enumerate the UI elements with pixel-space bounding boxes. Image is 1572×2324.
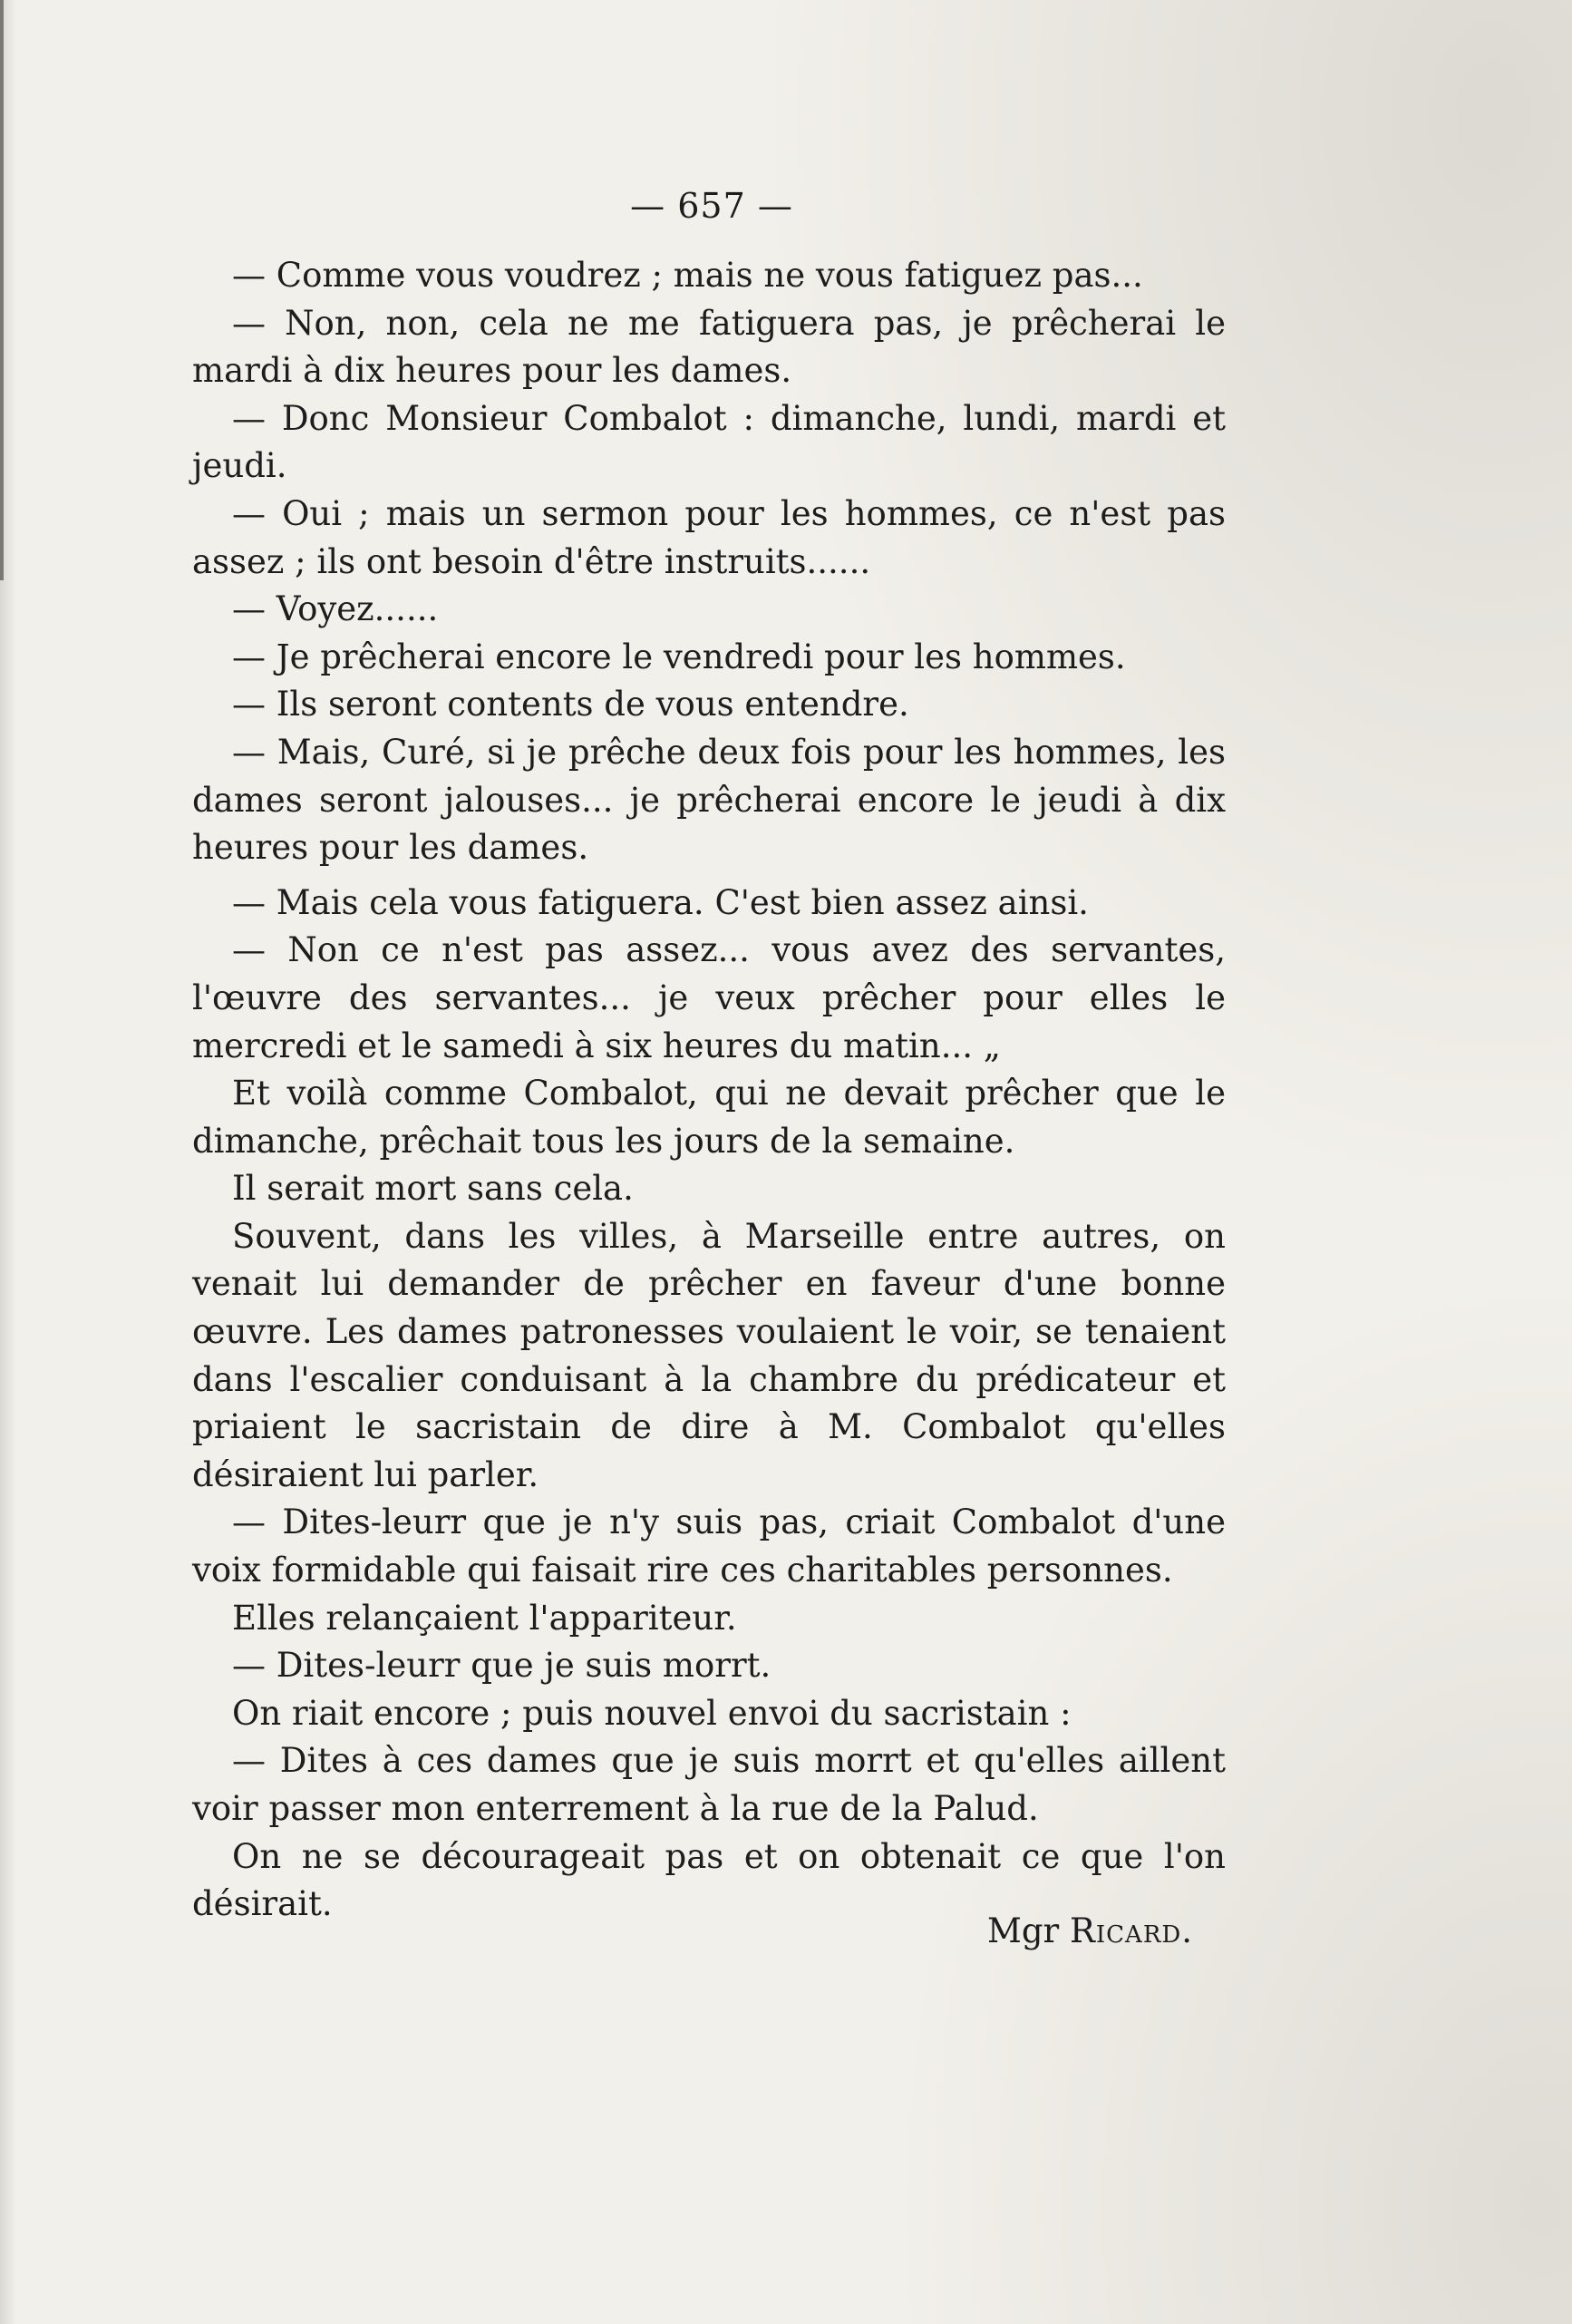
paragraph: — Dites à ces dames que je suis morrt et qu'elles aillent voir passer mon enterrement à la rue de la Palud.: [192, 1741, 1226, 1828]
binding-edge-shadow: [0, 0, 4, 580]
paragraph: — Mais cela vous fatiguera. C'est bien assez ainsi.: [232, 882, 1089, 922]
paragraph: Il serait mort sans cela.: [232, 1169, 634, 1209]
paragraph: — Non, non, cela ne me fatiguera pas, je prêcherai le mardi à dix heures pour les dames.: [192, 303, 1226, 391]
body-text: [192, 252, 1226, 1929]
paragraph: — Dites-leurr que je n'y suis pas, criait Combalot d'une voix formidable qui faisait rire ces charitables personnes.: [192, 1502, 1226, 1590]
paragraph: On ne se décourageait pas et on obtenait ce que l'on désirait.: [192, 1836, 1226, 1924]
signature-prefix: Mgr: [986, 1911, 1060, 1950]
paragraph: — Comme vous voudrez ; mais ne vous fatiguez pas...: [232, 256, 1143, 295]
paragraph: — Mais, Curé, si je prêche deux fois pour les hommes, les dames seront jalouses... je prêcherai encore le jeudi à dix heures pour les dames.: [192, 732, 1226, 868]
paragraph: — Dites-leurr que je suis morrt.: [232, 1646, 771, 1686]
paragraph: — Donc Monsieur Combalot : dimanche, lundi, mardi et jeudi.: [192, 398, 1226, 486]
paragraph: Souvent, dans les villes, à Marseille entre autres, on venait lui demander de prêcher en faveur d'une bonne œuvre. Les dames patronesses voulaient le voir, se tenaient dans l'escalier conduisant à la chambre du prédicateur et priaient le sacristain de dire à M. Combalot qu'elles désiraient lui parler.: [192, 1216, 1226, 1494]
paragraph: — Non ce n'est pas assez... vous avez des servantes, l'œuvre des servantes... je veux prêcher pour elles le mercredi et le samedi à six heures du matin... „: [192, 930, 1226, 1065]
paragraph: — Je prêcherai encore le vendredi pour les hommes.: [232, 637, 1126, 676]
paragraph: — Ils seront contents de vous entendre.: [232, 685, 909, 724]
paragraph: — Voyez......: [232, 589, 439, 629]
paragraph: — Oui ; mais un sermon pour les hommes, ce n'est pas assez ; ils ont besoin d'être instruits......: [192, 493, 1226, 581]
paragraph: Et voilà comme Combalot, qui ne devait prêcher que le dimanche, prêchait tous les jours de la semaine.: [192, 1074, 1226, 1161]
author-signature: [987, 1911, 1193, 1950]
paragraph: Elles relançaient l'appariteur.: [232, 1598, 737, 1638]
page-number: — 657 —: [630, 186, 793, 226]
paragraph: On riait encore ; puis nouvel envoi du sacristain :: [232, 1693, 1072, 1733]
signature-name: Ricard.: [1070, 1911, 1193, 1950]
